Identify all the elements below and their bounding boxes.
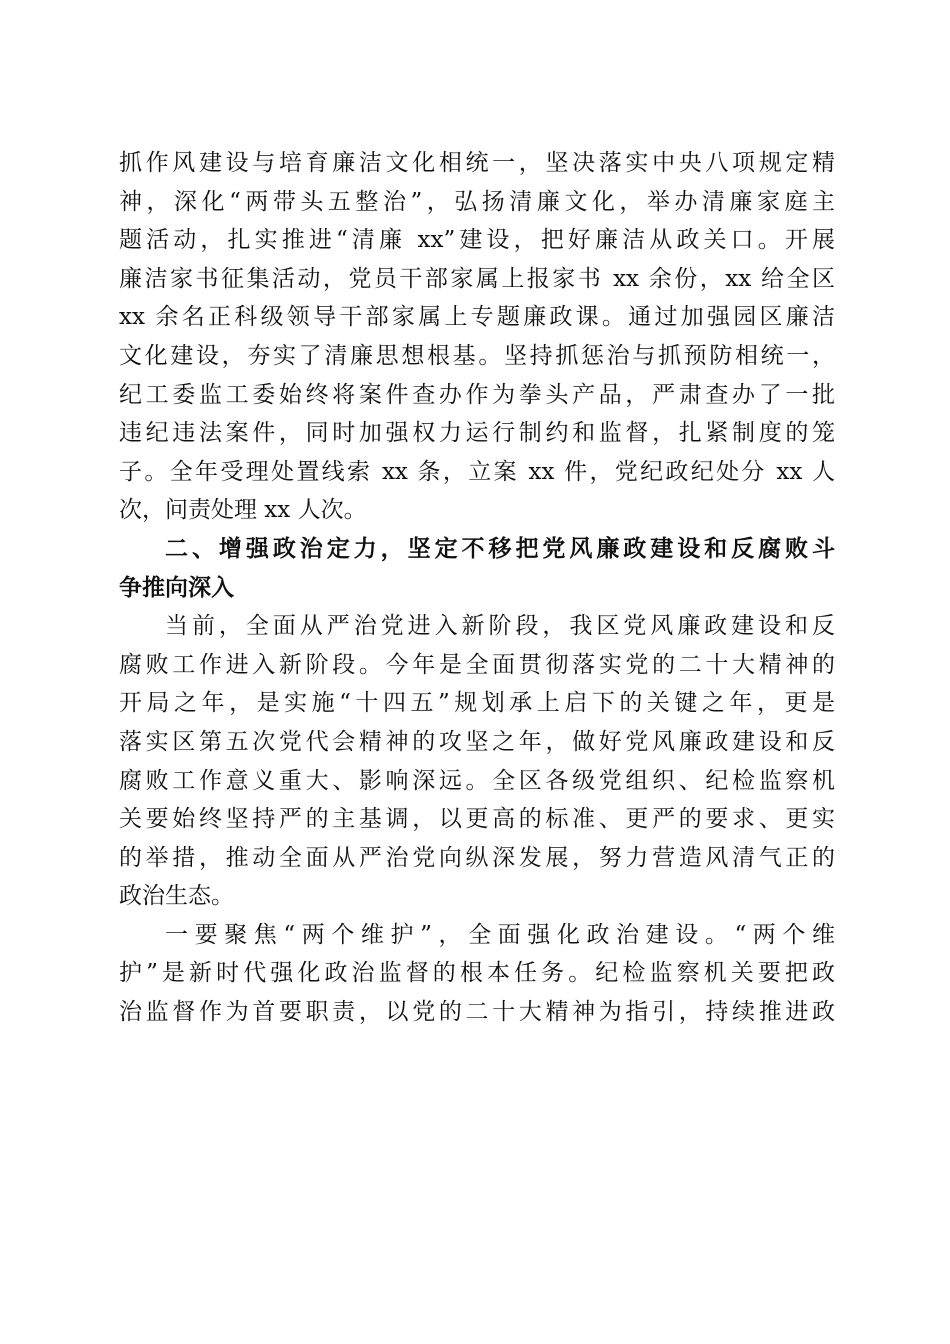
text-line: 开局之年，是实施“十四五”规划承上启下的关键之年，更是 [119,690,835,717]
text-line: xx 余名正科级领导干部家属上专题廉政课。通过加强园区廉洁 [119,304,835,331]
paragraph [119,607,835,916]
text-line: 神，深化“两带头五整治”，弘扬清廉文化，举办清廉家庭主 [119,188,835,215]
heading-line: 二、增强政治定力，坚定不移把党风廉政建设和反腐败斗 [165,535,835,562]
text-line: 一要聚焦“两个维护”，全面强化政治建设。“两个维 [165,921,835,948]
text-line: 廉洁家书征集活动，党员干部家属上报家书 xx 余份，xx 给全区 [119,265,835,292]
text-line: 题活动，扎实推进“清廉 xx”建设，把好廉洁从政关口。开展 [119,227,835,254]
heading-line: 争推向深入 [119,574,234,601]
text-line: 腐败工作意义重大、影响深远。全区各级党组织、纪检监察机 [119,767,835,794]
text-line: 抓作风建设与培育廉洁文化相统一，坚决落实中央八项规定精 [119,150,835,176]
text-line: 护”是新时代强化政治监督的根本任务。纪检监察机关要把政 [119,960,835,987]
paragraph [119,144,835,530]
text-line: 治监督作为首要职责，以党的二十大精神为指引，持续推进政 [119,999,835,1026]
paragraph [119,916,835,1032]
text-line: 关要始终坚持严的主基调，以更高的标准、更严的要求、更实 [119,806,835,833]
text-line: 次，问责处理 xx 人次。 [119,497,367,524]
text-line: 落实区第五次党代会精神的攻坚之年，做好党风廉政建设和反 [119,728,835,755]
text-line: 的举措，推动全面从严治党向纵深发展，努力营造风清气正的 [119,844,835,871]
text-line: 腐败工作进入新阶段。今年是全面贯彻落实党的二十大精神的 [119,651,835,678]
document-body [119,144,835,1032]
text-line: 当前，全面从严治党进入新阶段，我区党风廉政建设和反 [165,613,835,640]
section-heading [119,530,835,607]
text-line: 政治生态。 [119,883,234,910]
text-line: 纪工委监工委始终将案件查办作为拳头产品，严肃查办了一批 [119,381,835,408]
text-line: 文化建设，夯实了清廉思想根基。坚持抓惩治与抓预防相统一， [119,342,835,369]
text-line: 子。全年受理处置线索 xx 条，立案 xx 件，党纪政纪处分 xx 人 [119,458,835,485]
text-line: 违纪违法案件，同时加强权力运行制约和监督，扎紧制度的笼 [119,420,835,447]
